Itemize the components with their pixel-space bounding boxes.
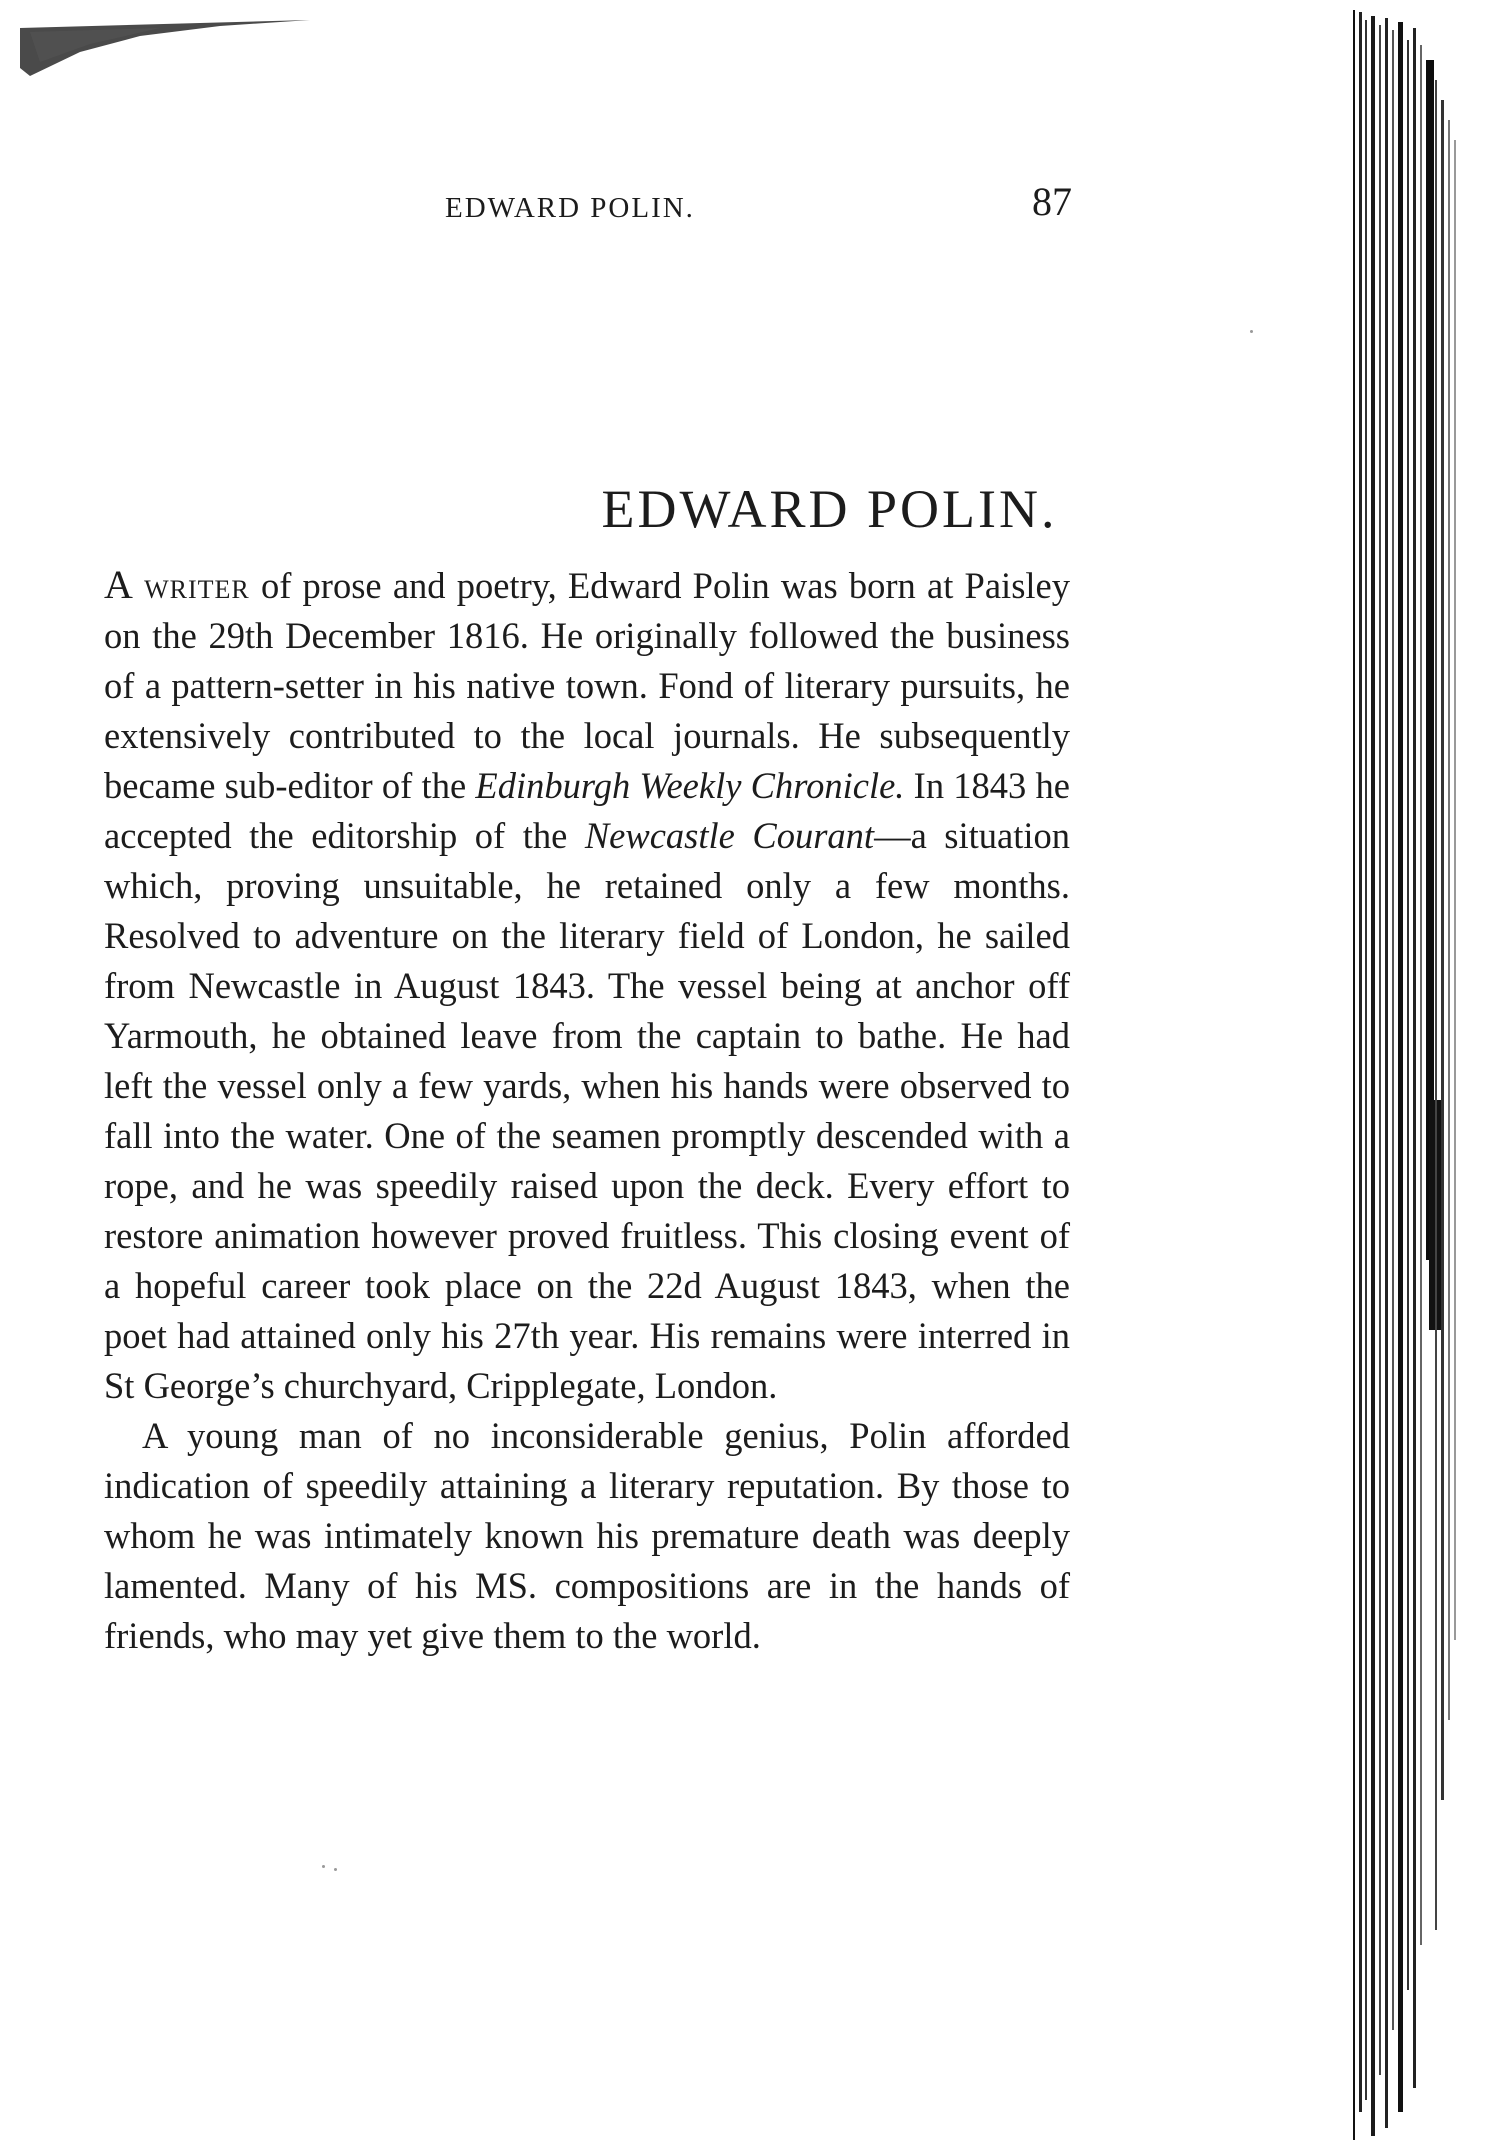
running-head: EDWARD POLIN.: [445, 192, 695, 224]
paragraph-1-segment-1: of prose and poetry, Edward Polin was born at Paisley on the 29th December 1816. He originally followed the business of a pattern-setter in his native town. Fond of literary pursuits, he extensively contributed to the local journals. He subsequently became sub-editor of the: [104, 565, 1070, 806]
ink-speck: [1250, 330, 1253, 333]
paragraph-1-segment-3: —a situation which, proving unsuitable, he retained only a few months. Resolved to adventure on the literary field of London, he sailed from Newcastle in August 1843. The vessel being at anchor off Yarmouth, he obtained leave from the captain to bathe. He had left the vessel only a few yards, when his hands were observed to fall into the water. One of the seamen promptly descended with a rope, and he was speedily raised upon the deck. Every effort to restore animation however proved fruitless. This closing event of a hopeful career took place on the 22d August 1843, when the poet had attained only his 27th year. His remains were interred in St George’s churchyard, Cripplegate, London.: [104, 815, 1071, 1406]
italic-title-1: Edinburgh Weekly Chronicle.: [475, 765, 905, 806]
ink-speck: [322, 1865, 325, 1868]
corner-ink-smudge: [20, 18, 310, 76]
page-number: 87: [1032, 179, 1072, 224]
article-body: [104, 560, 1070, 1661]
paragraph-1: [104, 560, 1070, 1411]
ink-speck: [334, 1868, 337, 1871]
page-edge-shadow: [1345, 0, 1509, 2152]
paragraph-2: A young man of no inconsiderable genius, Polin afforded indication of speedily attaining a literary reputation. By those to whom he was intimately known his premature death was deeply lamented. Many of his MS. compositions are in the hands of friends, who may yet give them to the world.: [104, 1415, 1070, 1656]
article-title: EDWARD POLIN.: [601, 479, 1058, 539]
smallcaps-word: writer: [144, 565, 250, 606]
paragraph-1-segment-2: In 1843 he accepted the editorship of the: [104, 765, 1070, 856]
italic-title-2: Newcastle Courant: [584, 815, 875, 856]
initial-letter: A: [104, 562, 133, 607]
